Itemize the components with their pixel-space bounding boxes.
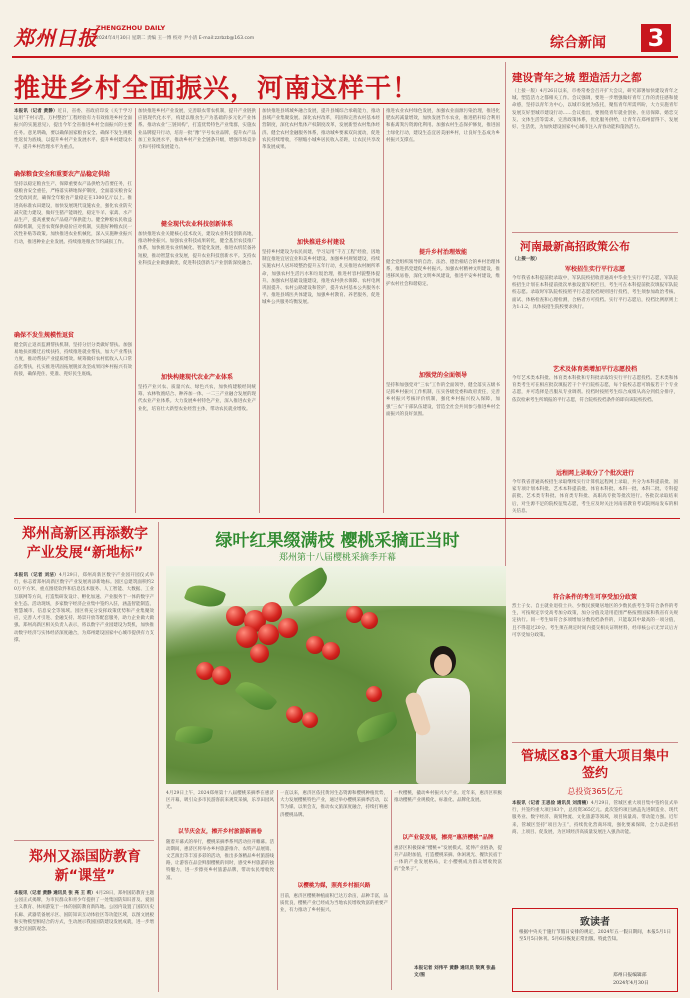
zhengdong-byline: 本报讯（记者 黄静 通讯员 张 亮 王 莉）	[14, 891, 96, 896]
notice-date: 2024年4月30日	[613, 981, 649, 986]
section-rule	[14, 840, 154, 841]
gaoxin-headline: 郑州高新区再添数字产业发展“新地标”	[22, 526, 148, 561]
lead-column-3	[262, 108, 380, 518]
lead-headline: 推进乡村全面振兴，河南这样干！	[14, 74, 420, 104]
paper-english-name: ZHENGZHOU DAILY	[96, 24, 166, 32]
notice-body: 根据中央关于施行节假日安排的规定，2024年五一假日期间，本报5月1日至5月5日休刊。5月6日恢复正常出版。特此告知。	[519, 930, 671, 943]
jobs-subhead-1: 军校招生实行平行志愿	[564, 266, 625, 273]
lead-text: 坚持和加强党对“三农”工作的全面领导，健全落实五级书记抓乡村振兴工作机制，压实各级党委和政府责任，完善乡村振兴考核评价机制，强化乡村振兴投入保障，加强“三农”干部队伍建设，营造全社会共同参与推进乡村全面振兴的良好氛围。	[386, 383, 500, 417]
column-rule	[383, 108, 384, 513]
lead-column-2	[138, 108, 256, 518]
cherry-column-1	[166, 790, 274, 990]
masthead-rule	[12, 56, 678, 58]
section-rule	[14, 518, 680, 519]
cherry-text: 随着开幕式的举行，樱桃采摘季系列活动拉开帷幕。活动期间，惠济区将举办乡村旅游推介、农特产品展销、文艺演出等丰富多彩的活动，推出多条精品乡村旅游线路，让游客在品尝鲜甜樱桃的同时，感受乡村旅游的独特魅力，进一步擦亮乡村旅游品牌，带动农民增收致富。	[166, 839, 274, 881]
section-title: 综合新闻	[550, 35, 606, 51]
youth-city-text: （上接一版）4月26日以来，市委常委会召开扩大会议，研究部署加快建设青年之城、塑造活力之都相关工作。会议强调，要进一步增强做好青年工作的责任感和使命感，坚持以青年为中心，以城市发展为依托，聚焦青年所需所盼，大力实施青年发展友好型城市建设行动……会议指出，要围绕青年就业创业、住房保障、婚恋交友、文体生活等需求，完善政策体系，优化服务供给，让青年在郑州留得下、发展好、生活优，为加快建设国家中心城市注入青春动能和蓬勃活力。	[512, 89, 678, 131]
cherry-subhead-3: 以产业促发展，擦亮“惠济樱桃”品牌	[402, 835, 494, 841]
lead-text: 坚持产业兴农、质量兴农、绿色兴农，加快构建粮经饲统筹、农林牧渔结合、种养加一体、一二三产业融合发展的现代农业产业体系。大力发展乡村特色产业，深入推进农业产业化，培育壮大新型农业经营主体，带动农民就业增收。	[138, 385, 256, 412]
zhengdong-headline: 郑州又添国防教育新“课堂”	[29, 849, 141, 884]
lead-rule	[14, 103, 500, 104]
gaoxin-text: 本报讯（记者 刘洁）4月29日，郑州高新区数字产业园开园仪式举行，标志着郑州高新区数字产业发展再添新地标。园区总建筑面积约20万平方米，重点围绕软件和信息技术服务、人工智能、大数据、工业互联网等方向，打造集研发设计、孵化加速、产业服务于一体的数字产业生态。活动现场，多家数字经济企业集中签约入驻，涵盖智能制造、智慧城市、信息安全等领域。园区将充分发挥政策优势和产业集聚效应，完善人才引进、金融支持、场景开放等配套服务，助力企业做大做强。郑州高新区相关负责人表示，将以数字产业园建设为契机，加快推动数字经济与实体经济深度融合，为郑州建设国家中心城市提供有力支撑。	[14, 573, 154, 643]
column-rule	[391, 790, 392, 990]
lead-subhead-6: 提升乡村治理效能	[418, 249, 467, 256]
lead-text: 健全防止返贫监测帮扶机制，坚持分层分类做好帮扶。加强易地扶贫搬迁后续扶持，持续推进就业帮扶，加大产业帮扶力度，推动帮扶产业提质增效。统筹做好农村低收入人口常态化帮扶，扎实推进巩固拓展脱贫攻坚成果同乡村振兴有效衔接，确保兜住、兜准、兜好民生底线。	[14, 343, 132, 377]
cherry-column-3	[394, 790, 502, 990]
lead-text: 加快推进乡村产业发展，完善联农带农机制，提升产业链供应链现代化水平，构建以粮食生产为基础的多元化产业体系。推动农业“三链同构”，打造优势特色产业集群，实施农业品牌提升行动，培育一批“豫”字号农业品牌，提升农产品加工业发展水平，推动乡村产业全链条升级，增强市场竞争力和可持续发展能力。	[138, 109, 256, 151]
cherry-headline: 绿叶红果缀满枝 樱桃采摘正当时	[215, 531, 460, 551]
cherry-text: 一枚樱桃，撬动乡村振兴大产业。近年来，惠济区积极推动樱桃产业规模化、标准化、品牌化发展。	[394, 791, 502, 804]
jobs-text: 今年我省本科提前批录取中，军队院校招收普通高中毕业生实行平行志愿，军队院校招生计划在本科提前批次单独设置军校栏目，考生可在本科提前批次填报军队院校志愿。录取时军队院校按照平行志愿投档规则进行投档，考生须参加政治考核、面试、体格检查和心理检测，合格者方可投档。实行平行志愿后，投档比例原则上为1:1.2，具体按招生院校要求执行。	[512, 276, 678, 310]
lead-text: 推进农业农村绿色发展，加强农业面源污染治理，推进化肥农药减量增效，加快发展节水农业，推进秸秆综合利用和畜禽粪污资源化利用。加强农村生态保护修复，推进国土绿化行动，建设生态宜居美丽乡村，让良好生态成为乡村振兴支撑点。	[386, 109, 500, 143]
lead-text: 坚持以稳定粮食生产、保障重要农产品供给为首要任务，扛稳粮食安全重任，严格落实耕地保护制度，全面落实粮食安全党政同责，确保全年粮食产量稳定在1300亿斤以上。推进高标准农田建设，加快发展现代设施农业，强化农业防灾减灾能力建设，做好生猪产能调控，稳定牛羊、家禽、水产品生产，提高重要农产品稳产保供能力。健全种粮农民收益保障机制，完善农资保供稳价应对机制，实施好种粮农民一次性补贴等政策。加快推进农业机械化，深入实施种业振兴行动，推进种业企业发展。持续推进粮食节约减损工作。	[14, 182, 132, 245]
lead-subhead-2: 确保不发生规模性返贫	[14, 332, 75, 339]
photo-woman	[406, 646, 476, 784]
lead-text: 坚持乡村建设为农民而建，学习运用“千万工程”经验，因地制宜推进宜居宜业和美乡村建设。加强乡村规划建设，持续实施农村人居环境整治提升五年行动，扎实推进农村厕所革命，加强农村生活污水和垃圾治理，推进村容村貌整体提升。加强农村基础设施建设，推进农村供水保障、农村电网巩固提升、农村公路建设和管护，提升农村基本公共服务水平。推进县域医共体建设，加强乡村教育、养老服务，促进城乡公共服务均衡发展。	[262, 250, 380, 306]
cherry-subtitle: 郑州第十八届樱桃采摘季开幕	[278, 553, 396, 563]
section-rule	[512, 742, 678, 743]
guancheng-byline: 本报讯（记者 王思俭 通讯员 刘清楠）	[512, 801, 591, 806]
youth-city-body: （上接一版）4月26日以来，市委常委会召开扩大会议，研究部署加快建设青年之城、塑造活力之都相关工作。会议强调，要进一步增强做好青年工作的责任感和使命感，坚持以青年为中心，以城市发展为依托，聚焦青年所需所盼，大力实施青年发展友好型城市建设行动……	[512, 89, 678, 116]
lead-byline: 本报讯（记者 黄静）	[14, 109, 58, 114]
date-line: 2024年4月30日 星期二 责编 王一博 校对 尹小清 E-mail:zzrbzb@163.com	[96, 36, 255, 41]
lead-subhead-7: 加强党的全面领导	[418, 372, 467, 379]
column-rule	[135, 108, 136, 513]
jobs-text: 今年我省普通高校招生录取继续实行计算机远程网上录取，共分为本科提前批、国家专项计划本科批、艺术本科提前批、体育本科批、本科一批、本科二批、专科提前批、艺术类专科批、体育类专科批、高职高专批等批次进行。各批次录取结束后，对生源不足的院校征集志愿，考生应及时关注河南省教育考试院网站发布的相关信息。	[512, 480, 678, 514]
lead-subhead-4: 加快构建现代农业产业体系	[160, 374, 233, 381]
cherry-text: 一直以来，惠济区依托黄河生态资源和樱桃种植优势，大力发展樱桃特色产业，通过举办樱桃采摘季活动，以节为媒、以果会友，推动农文旅深度融合，持续打响惠济樱桃品牌。	[280, 791, 388, 818]
cherry-subhead-2: 以樱桃为媒，照亮乡村振兴路	[297, 883, 371, 889]
lead-subhead-3: 健全现代农业科技创新体系	[160, 221, 233, 228]
guancheng-text: 本报讯（记者 王思俭 通讯员 刘清楠）4月29日，管城区重大项目集中签约仪式举行，共签约重大项目83个，总投资365亿元。此次签约项目涵盖先进制造业、现代服务业、数字经济、商贸物流、文化旅游等领域，项目质量高、带动能力强。近年来，管城区坚持“项目为王”，持续优化营商环境，强化要素保障，全力以赴抓招商、上项目、促发展，为区域经济高质量发展注入强劲动能。	[512, 801, 678, 835]
cherry-text: 4月29日上午，2024郑州第十八届樱桃采摘季在惠济区开幕，吸引众多市民游客前来观赏采摘，乐享田园风光。	[166, 791, 274, 811]
notice-box	[512, 908, 678, 992]
masthead	[0, 0, 690, 58]
notice-title: 致读者	[580, 917, 610, 928]
jobs-text: 烈士子女、自主就业退役士兵、少数民族聚居地区的少数民族考生等符合条件的考生，可按规定享受高考加分政策，加分分值及适用范围严格按照国家和我省有关规定执行。同一考生如符合多项增加分数投档条件的，只能取其中最高的一项分值，且不得超过20分。考生须在规定时间内提交相关证明材料，经审核公示无异议后方可享受加分政策。	[512, 604, 678, 638]
section-rule	[512, 232, 678, 233]
jobs-sub: （上接一版）	[512, 257, 540, 262]
jobs-body	[512, 264, 678, 740]
jobs-subhead-2: 艺术及体育类增加平行志愿投档	[552, 366, 637, 373]
zhengdong-text: 本报讯（记者 黄静 通讯员 张 亮 王 莉）4月28日，郑州国防教育主题公园正式揭牌，为市民群众和青少年提供了一处集国防知识普及、爱国主义教育、休闲游览于一体的国防教育新阵地。公园内设置了国防历史长廊、武器装备展示区、国防知识互动体验区等功能区域，以图文展板和实物模型相结合的方式，生动展示我国国防建设发展成就，进一步增强全民国防观念。	[14, 891, 154, 933]
column-rule	[259, 108, 260, 513]
lead-text: 加快推进县域城乡融合发展，提升县城综合承载能力，推动县域产业集聚发展。深化农村改革，巩固和完善农村基本经营制度，深化农村集体产权制度改革，发展新型农村集体经济。健全农村金融服务体系，推动城乡要素双向流动，促进农民持续增收，不断缩小城乡居民收入差距，让农民共享改革发展成果。	[262, 109, 380, 151]
cherry-column-2	[280, 790, 388, 990]
jobs-subhead-3: 远程网上录取分了个批次进行	[555, 470, 634, 477]
column-rule	[158, 522, 159, 992]
page-number: 3	[641, 24, 671, 52]
lead-column-4	[386, 108, 500, 518]
cherry-text: 惠济区积极探索“樱桃+”发展模式，延伸产业链条，提升产品附加值，打造樱桃采摘、休闲观光、餐饮民宿于一体的产业发展格局，让小樱桃成为群众增收致富的“金果子”。	[394, 845, 502, 873]
lead-subhead-5: 加快推进乡村建设	[296, 239, 345, 246]
gaoxin-byline: 本报讯（记者 刘洁）	[14, 573, 59, 578]
jobs-subhead-4: 符合条件的考生可享受加分政策	[552, 594, 637, 601]
lead-column-1	[14, 108, 132, 518]
cherry-subhead-1: 以节庆会友，擦开乡村旅游新画卷	[178, 829, 262, 835]
guancheng-headline: 管城区83个重大项目集中签约	[520, 749, 670, 781]
notice-sign: 郑州日报编辑部	[613, 973, 647, 978]
lead-text: 健全党组织领导的自治、法治、德治相结合的乡村治理体系，推进抓党建促乡村振兴。加强农村精神文明建设，推进移风易俗，深化文明乡风建设，推进平安乡村建设，维护农村社会和谐稳定。	[386, 260, 500, 287]
newspaper-logo: 郑州日报	[14, 26, 98, 50]
lead-subhead-1: 确保粮食安全和重要农产品稳定供给	[14, 171, 111, 178]
cherry-credit: 本报记者 刘伟平 黄静 通讯员 梁爽 张晶 文/图	[414, 966, 496, 978]
lead-text: 本报讯（记者 黄静）近日，省委、省政府印发《关于学习运用“千村示范、万村整治”工程经验有力有效推进乡村全面振兴的实施意见》，提出今年全省推进乡村全面振兴的主要任务。意见明确，要以确保国家粮食安全、确保不发生规模性返贫为底线，以提升乡村产业发展水平、提升乡村建设水平、提升乡村治理水平为重点。	[14, 109, 132, 151]
cherry-text: 目前，惠济区樱桃种植面积已达万余亩，品种丰富，品质优良，樱桃产业已经成为当地农民增收致富的重要产业，有力推动了乡村振兴。	[280, 893, 388, 913]
youth-city-headline: 建设青年之城 塑造活力之都	[512, 72, 642, 84]
lead-text: 加快推进农业关键核心技术攻关，建设农业科技创新高地，推动种业振兴。加强农业科技成果转化，健全基层农技推广体系，加快推进农业机械化、智能化发展，推进农机装备补短板，推动智慧农业发展，提升农业科技创新水平。支持农业科技企业做强做优，促进科技创新与产业创新深度融合。	[138, 232, 256, 266]
column-rule	[277, 790, 278, 990]
jobs-headline: 河南最新高招政策公布	[520, 240, 630, 253]
jobs-text: 今年艺术类本科批、体育类本科批和专科批录取均实行平行志愿投档。艺术类和体育类考生可在相应批次填报若干个平行院校志愿，每个院校志愿可填报若干个专业志愿，并可选择是否服从专业调剂。投档时按照考生综合成绩从高分到低分排序，依次检索考生所填报的平行志愿，符合院校投档条件的即向该院校投档。	[512, 376, 678, 403]
guancheng-sub: 总投资365亿元	[567, 787, 623, 796]
cherry-photo	[166, 566, 506, 784]
